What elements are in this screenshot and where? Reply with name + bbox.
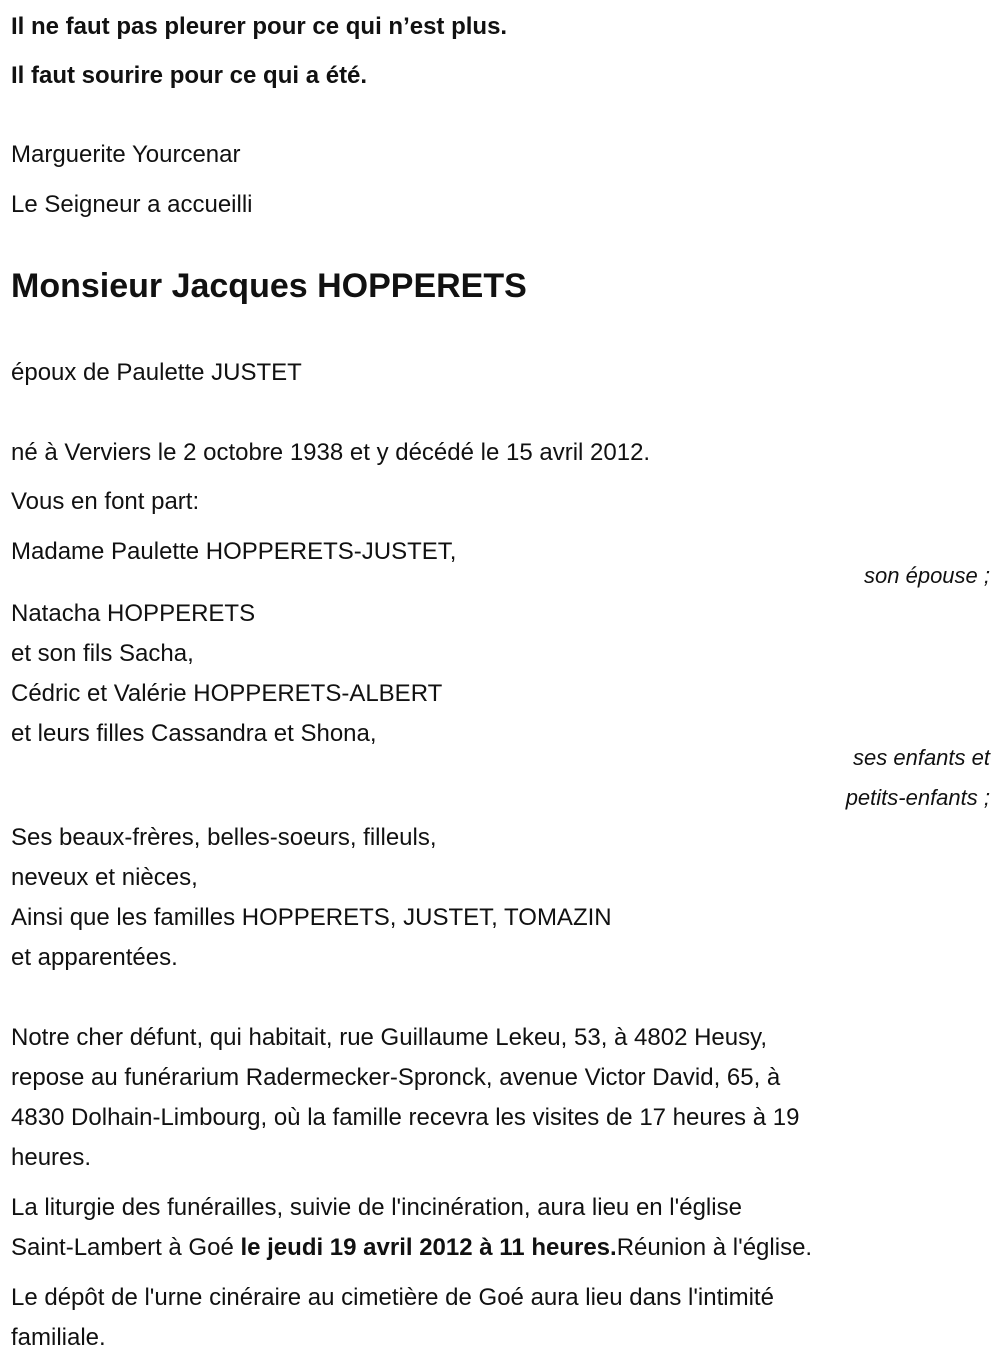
spouse-line: époux de Paulette JUSTET <box>11 359 302 386</box>
spouse-role: son épouse ; <box>864 563 990 588</box>
family-other: et apparentées. <box>11 944 178 971</box>
quote-author: Marguerite Yourcenar <box>11 141 241 168</box>
intro-text: Le Seigneur a accueilli <box>11 191 253 218</box>
birth-death: né à Verviers le 2 octobre 1938 et y décédé le 15 avril 2012. <box>11 439 651 466</box>
family-spouse: Madame Paulette HOPPERETS-JUSTET, <box>11 538 457 565</box>
liturgy-meeting: Réunion à l'église. <box>616 1234 813 1261</box>
urn-line: Le dépôt de l'urne cinéraire au cimetière de Goé aura lieu dans l'intimité <box>11 1284 774 1311</box>
family-other: Ses beaux-frères, belles-soeurs, filleuls, <box>11 824 437 851</box>
family-child: et leurs filles Cassandra et Shona, <box>11 720 377 747</box>
children-role: petits-enfants ; <box>845 785 990 810</box>
family-child: Cédric et Valérie HOPPERETS-ALBERT <box>11 680 443 707</box>
family-child: Natacha HOPPERETS <box>11 600 256 627</box>
liturgy-place: Saint-Lambert à Goé <box>11 1234 241 1261</box>
urn-line: familiale. <box>11 1324 106 1351</box>
family-other: Ainsi que les familles HOPPERETS, JUSTET, TOMAZIN <box>11 904 612 931</box>
visit-line: Notre cher défunt, qui habitait, rue Guillaume Lekeu, 53, à 4802 Heusy, <box>11 1024 768 1051</box>
children-role: ses enfants et <box>853 745 990 770</box>
quote-line: Il ne faut pas pleurer pour ce qui n’est plus. <box>11 13 508 40</box>
family-other: neveux et nièces, <box>11 864 198 891</box>
liturgy-line <box>11 1233 812 1263</box>
family-child: et son fils Sacha, <box>11 640 194 667</box>
quote-line: Il faut sourire pour ce qui a été. <box>11 62 368 89</box>
visit-line: heures. <box>11 1144 92 1171</box>
announce: Vous en font part: <box>11 488 200 515</box>
liturgy-date: le jeudi 19 avril 2012 à 11 heures. <box>240 1234 617 1261</box>
visit-line: repose au funérarium Radermecker-Spronck, avenue Victor David, 65, à <box>11 1064 781 1091</box>
liturgy-line: La liturgie des funérailles, suivie de l'incinération, aura lieu en l'église <box>11 1194 742 1221</box>
visit-line: 4830 Dolhain-Limbourg, où la famille recevra les visites de 17 heures à 19 <box>11 1104 800 1131</box>
deceased-name: Monsieur Jacques HOPPERETS <box>11 267 527 305</box>
